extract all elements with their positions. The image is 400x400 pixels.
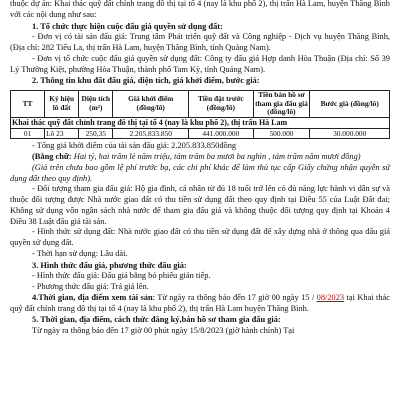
table-cell: 2.205.833.850 bbox=[113, 128, 189, 138]
col-header-tt: TT bbox=[11, 91, 45, 118]
table-cell: 441.000.000 bbox=[189, 128, 253, 138]
price-in-words-label: (Bằng chữ: bbox=[32, 152, 72, 161]
section-1-heading: 1. Tổ chức thực hiện cuộc đấu giá quyền sử dụng đất: bbox=[32, 21, 223, 31]
intro-paragraph: thuộc dự án: Khai thác quỹ đất chỉnh trang đô thị tại tổ 4 (nay là khu phố 2), thị trấn Hà Lam, huyện Thăng Bình với các nội dung như sau: bbox=[10, 0, 390, 19]
land-use-form-paragraph: - Hình thức sử dụng đất: Nhà nước giao đất có thu tiền sử dụng đất để xây dựng nhà ở thông qua đấu giá quyền sử dụng đất. bbox=[10, 227, 390, 247]
land-lot-table bbox=[10, 90, 390, 139]
section-2-heading: 2. Thông tin khu đất đấu giá, diện tích, giá khởi điểm, bước giá: bbox=[32, 76, 260, 86]
price-in-words bbox=[10, 152, 390, 163]
table-header-row bbox=[11, 91, 390, 118]
section-5-line: Từ ngày ra thông báo đến 17 giờ 00 phút ngày 15/8/2023 (giờ hành chính) Tại bbox=[32, 326, 295, 335]
price-in-words-text: Hai tỷ, hai trăm lẻ năm triệu, tám trăm ba mươi ba nghìn , tám trăm năm mươi đồng) bbox=[71, 152, 361, 161]
auction-method-line: - Phương thức đấu giá: Trả giá lên. bbox=[32, 282, 149, 291]
table-group-label: Khai thác quỹ đất chỉnh trang đô thị tại tổ 4 (nay là khu phố 2), thị trấn Hà Lam bbox=[11, 117, 390, 128]
asset-owner-paragraph: - Đơn vị có tài sản đấu giá: Trung tâm Phát triển quỹ đất và Công nghiệp - Dịch vụ huyện Thăng Bình, (Địa chỉ: 282 Tiểu La, thị trấn Hà Lam, huyện Thăng Bình, tỉnh Quảng Nam). bbox=[10, 32, 390, 52]
col-header-area: Diện tích (m²) bbox=[79, 91, 113, 118]
section-4-heading: 4.Thời gian, địa điểm xem tài sản bbox=[32, 292, 153, 302]
total-price-line: - Tổng giá khởi điểm của tài sản đấu giá: 2.205.833.850đồng bbox=[32, 141, 237, 151]
table-cell: 30.000.000 bbox=[310, 128, 390, 138]
col-header-deposit: Tiền đặt trước (đồng/lô) bbox=[189, 91, 253, 118]
col-header-document-fee: Tiền bán hồ sơ tham gia đấu giá (đồng/lô) bbox=[253, 91, 310, 118]
land-use-term: - Thời hạn sử dụng: Lâu dài. bbox=[32, 248, 128, 258]
col-header-price-step: Bước giá (đồng/lô) bbox=[310, 91, 390, 118]
table-cell: Lô 23 bbox=[45, 128, 79, 138]
table-cell: 01 bbox=[11, 128, 45, 138]
table-cell: 500.000 bbox=[253, 128, 310, 138]
eligible-subjects-paragraph: - Đối tượng tham gia đấu giá: Hộ gia đình, cá nhân từ đủ 18 tuổi trở lên có đủ năng lực hành vi dân sự và thuộc đối tượng được Nhà nước giao đất có thu tiền sử dụng đất theo quy định tại Điều 55 của Luật Đất đai; Không sử dụng vốn ngân sách nhà nước để tham gia đấu giá và không thuộc đối tượng quy định tại Khoản 4 Điều 38 Luật đấu giá tài sản. bbox=[10, 184, 390, 226]
table-cell: 250,35 bbox=[79, 128, 113, 138]
table-row bbox=[11, 128, 390, 138]
price-note: (Giá trên chưa bao gồm lệ phí trước bạ, các chi phí khác để làm thủ tục cấp Giấy chứng nhận quyền sử dụng đất theo quy định). bbox=[10, 162, 390, 183]
col-header-lot-code: Ký hiệu lô đất bbox=[45, 91, 79, 118]
auction-organizer-paragraph: - Đơn vị tổ chức cuộc đấu giá quyền sử dụng đất: Công ty đấu giá Hợp danh Hòa Thuận (Địa chỉ: Số 39 Lý Thường Kiệt, phường Hòa Thuận, thành phố Tam Kỳ, tỉnh Quảng Nam). bbox=[10, 53, 390, 74]
viewing-deadline-date: 08/2023 bbox=[316, 292, 345, 302]
section-5-heading: 5. Thời gian, địa điểm, cách thức đăng ký,bán hồ sơ tham gia đấu giá: bbox=[32, 315, 281, 325]
section-4-text-post: tại Khai thác quỹ đất chỉnh trang đô thị tại tổ 4 (nay là khu phố 2), thị trấn Hà Lam huyện Thăng Bình. bbox=[10, 292, 390, 313]
auction-form-line: - Hình thức đấu giá: Đấu giá bằng bỏ phiếu gián tiếp. bbox=[32, 271, 211, 281]
section-4-text-pre: : Từ ngày ra thông báo đến 17 giờ 00 ngày 15 / bbox=[152, 292, 315, 302]
table-group-row bbox=[11, 117, 390, 128]
section-3-heading: 3. Hình thức đấu giá, phương thức đấu giá: bbox=[32, 260, 187, 270]
col-header-starting-price: Giá khởi điểm (đồng/lô) bbox=[113, 91, 189, 118]
section-4-paragraph bbox=[10, 293, 390, 315]
